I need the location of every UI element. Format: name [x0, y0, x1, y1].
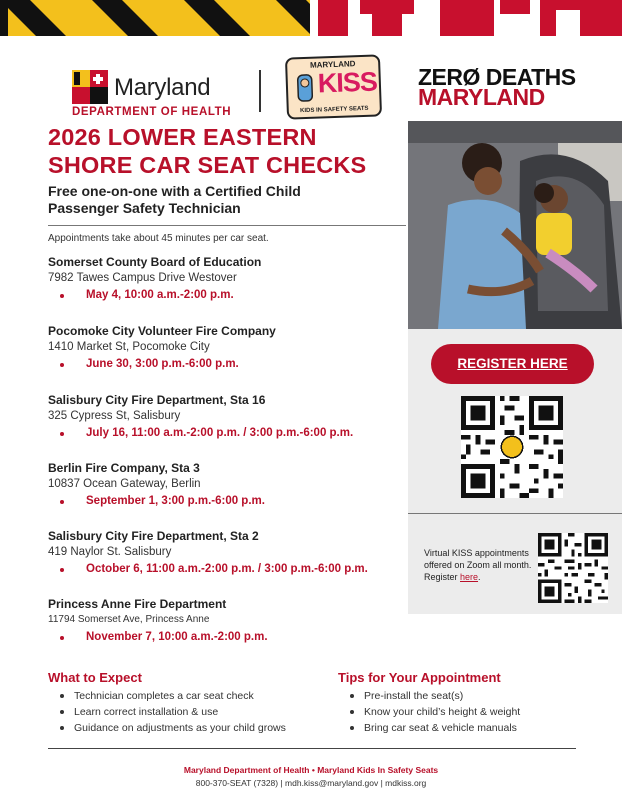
list-item: Know your child’s height & weight	[338, 704, 520, 720]
bullet-icon	[60, 568, 64, 572]
kiss-logo-state: MARYLAND	[309, 59, 356, 70]
location-date: October 6, 11:00 a.m.-2:00 p.m. / 3:00 p.m.-6:00 p.m.	[48, 560, 418, 578]
bullet-icon	[60, 500, 64, 504]
maryland-wordmark: Maryland	[114, 74, 211, 101]
location-name: Salisbury City Fire Department, Sta 16	[48, 393, 266, 407]
bullet-icon	[60, 363, 64, 367]
zero-deaths-logo-line1: ZERØ DEATHS	[418, 64, 576, 90]
location-date: September 1, 3:00 p.m.-6:00 p.m.	[48, 492, 418, 510]
tips-list	[338, 688, 520, 736]
car-seat-icon	[294, 73, 317, 106]
appointment-duration-note: Appointments take about 45 minutes per car seat.	[48, 233, 269, 244]
what-to-expect-list	[48, 688, 286, 736]
location-name: Salisbury City Fire Department, Sta 2	[48, 529, 259, 543]
subtitle-line1: Free one-on-one with a Certified Child	[48, 183, 301, 199]
footer-contact: 800-370-SEAT (7328) | mdh.kiss@maryland.gov | mdkiss.org	[195, 778, 427, 788]
footer-organizations: Maryland Department of Health • Maryland Kids In Safety Seats	[183, 765, 439, 775]
location-name: Berlin Fire Company, Sta 3	[48, 461, 200, 475]
list-item: Learn correct installation & use	[48, 704, 286, 720]
location-address: 11794 Somerset Ave, Princess Anne	[48, 614, 210, 625]
kiss-logo-subtitle: KIDS IN SAFETY SEATS	[299, 105, 369, 115]
list-item: Bring car seat & vehicle manuals	[338, 720, 520, 736]
header-divider	[259, 70, 261, 112]
list-item: Guidance on adjustments as your child grows	[48, 720, 286, 736]
location-date: May 4, 10:00 a.m.-2:00 p.m.	[48, 286, 418, 304]
bullet-icon	[60, 432, 64, 436]
location-address: 1410 Market St, Pocomoke City	[48, 341, 210, 353]
page-title-line1: 2026 LOWER EASTERN	[48, 124, 317, 150]
tips-heading: Tips for Your Appointment	[338, 670, 501, 685]
location-address: 419 Naylor St. Salisbury	[48, 546, 172, 558]
maryland-flag-banner	[0, 0, 622, 36]
parent-child-car-seat-photo	[408, 121, 622, 329]
subtitle-line2: Passenger Safety Technician	[48, 200, 241, 216]
location-address: 7982 Tawes Campus Drive Westover	[48, 272, 237, 284]
location-address: 10837 Ocean Gateway, Berlin	[48, 478, 201, 490]
zero-deaths-logo-line2: MARYLAND	[418, 84, 545, 110]
panel-divider	[408, 513, 622, 514]
virtual-register-link[interactable]: here	[460, 572, 479, 582]
maryland-kiss-logo	[285, 54, 382, 119]
list-item: Technician completes a car seat check	[48, 688, 286, 704]
footer-divider	[48, 748, 576, 749]
location-entry	[48, 460, 418, 510]
registration-qr-code-icon[interactable]	[461, 396, 563, 498]
title-divider	[48, 225, 406, 226]
kiss-logo-word: KISS	[317, 66, 378, 99]
virtual-qr-code-icon[interactable]	[538, 533, 608, 603]
location-date: June 30, 3:00 p.m.-6:00 p.m.	[48, 355, 418, 373]
location-name: Pocomoke City Volunteer Fire Company	[48, 324, 276, 338]
location-entry	[48, 596, 418, 646]
list-item: Pre-install the seat(s)	[338, 688, 520, 704]
what-to-expect-heading: What to Expect	[48, 670, 142, 685]
location-entry	[48, 528, 418, 578]
virtual-appointment-note: Virtual KISS appointments offered on Zoom all month. Register here.	[424, 548, 532, 582]
register-here-button[interactable]: REGISTER HERE	[431, 344, 594, 384]
location-name: Princess Anne Fire Department	[48, 597, 227, 611]
location-entry	[48, 323, 418, 373]
bullet-icon	[60, 294, 64, 298]
department-of-health-label: DEPARTMENT OF HEALTH	[72, 106, 232, 118]
location-name: Somerset County Board of Education	[48, 255, 262, 269]
location-entry	[48, 254, 418, 304]
location-date: November 7, 10:00 a.m.-2:00 p.m.	[48, 628, 418, 646]
bullet-icon	[60, 636, 64, 640]
location-date: July 16, 11:00 a.m.-2:00 p.m. / 3:00 p.m.-6:00 p.m.	[48, 424, 418, 442]
maryland-health-logo-icon	[72, 70, 108, 104]
location-address: 325 Cypress St, Salisbury	[48, 410, 181, 422]
location-entry	[48, 392, 418, 442]
page-title-line2: SHORE CAR SEAT CHECKS	[48, 152, 367, 178]
